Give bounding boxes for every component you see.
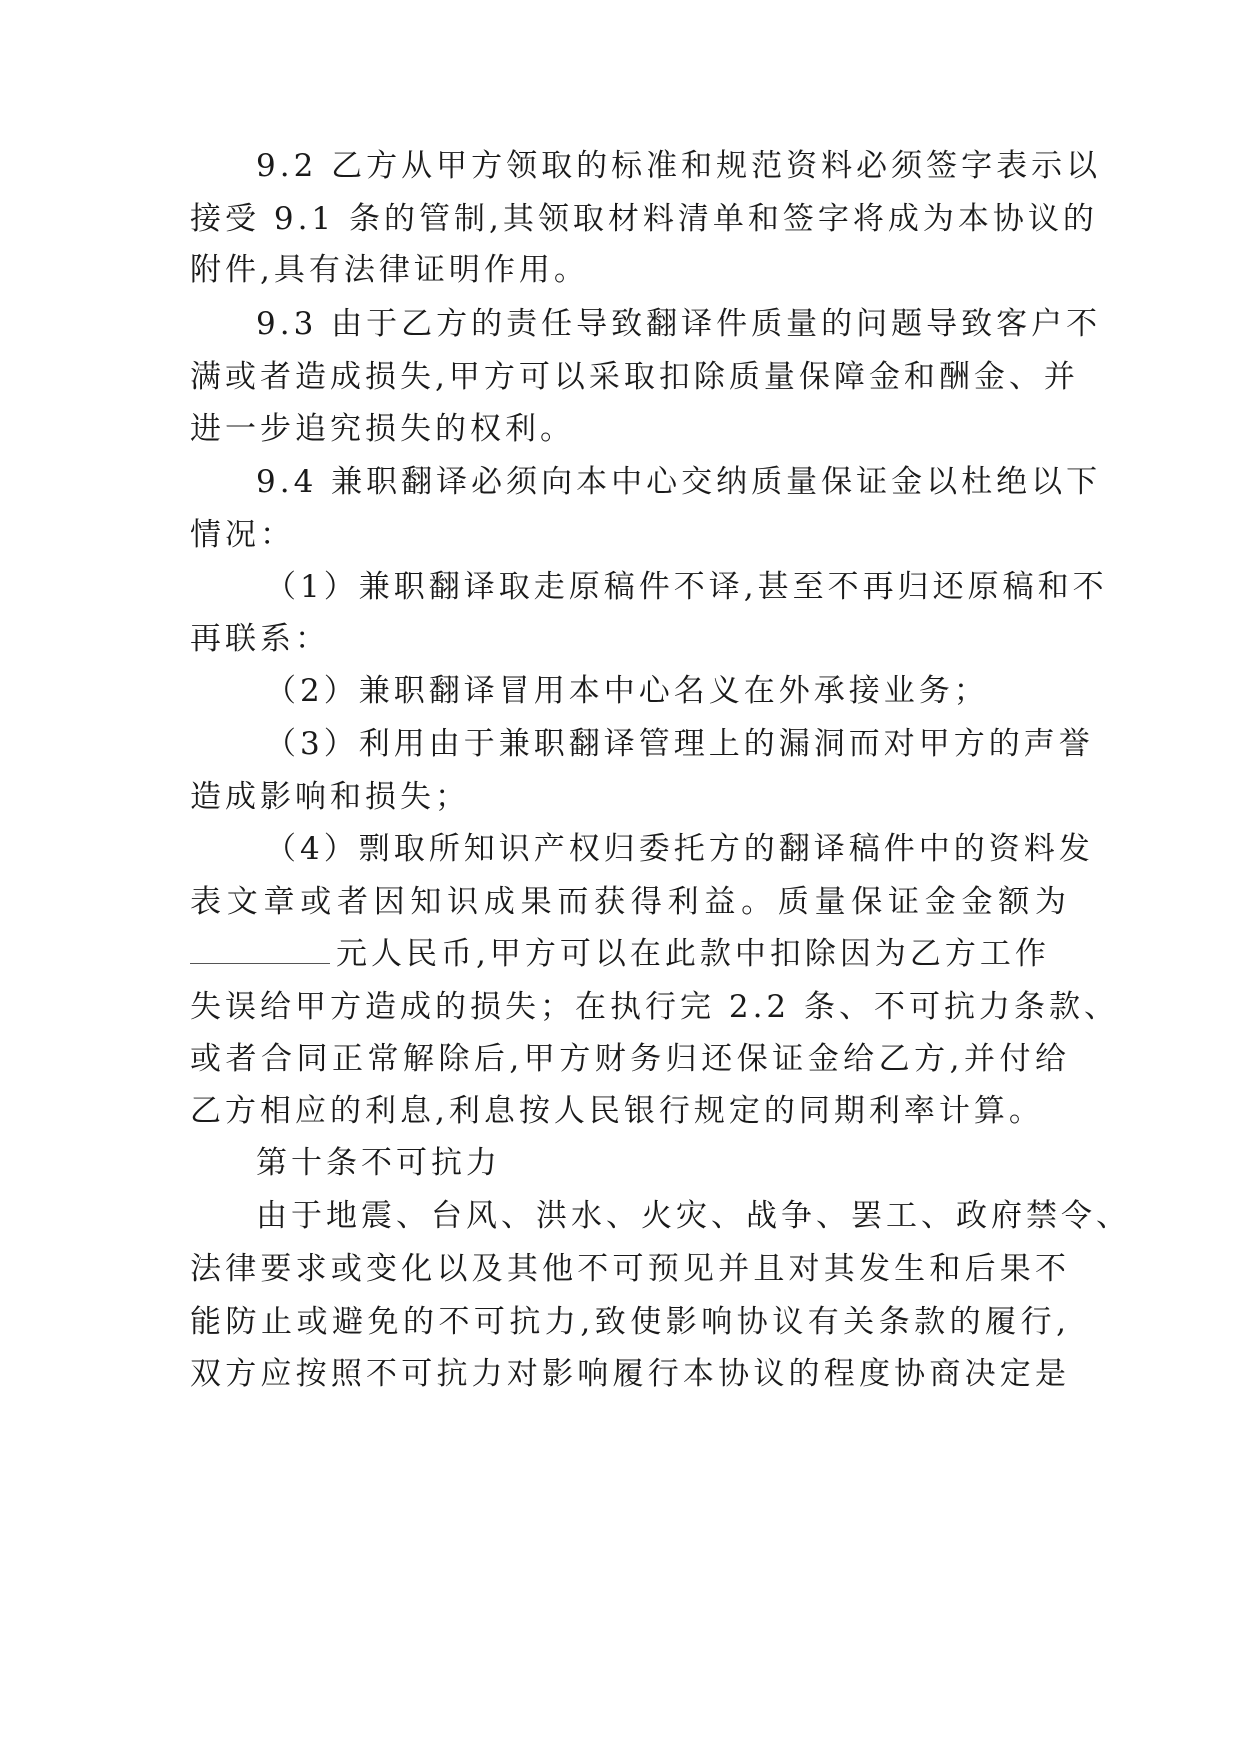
clause-9-3-line-1: 9.3 由于乙方的责任导致翻译件质量的问题导致客户不 <box>256 306 1102 342</box>
article-10-heading: 第十条不可抗力 <box>256 1145 501 1181</box>
item-1-line-1: （1）兼职翻译取走原稿件不译,甚至不再归还原稿和不 <box>265 569 1108 605</box>
item-4-line-4: 失误给甲方造成的损失；在执行完 2.2 条、不可抗力条款、 <box>190 989 1120 1025</box>
item-4-line-2: 表文章或者因知识成果而获得利益。质量保证金金额为 <box>190 884 1070 920</box>
clause-9-2-line-1: 9.2 乙方从甲方领取的标准和规范资料必须签字表示以 <box>256 148 1102 184</box>
clause-9-3-line-3: 进一步追究损失的权利。 <box>190 411 575 447</box>
item-3-line-2: 造成影响和损失； <box>190 779 470 815</box>
article-10-line-2: 法律要求或变化以及其他不可预见并且对其发生和后果不 <box>190 1251 1070 1287</box>
clause-9-4-line-2: 情况： <box>190 517 295 553</box>
item-1-line-2: 再联系： <box>190 621 330 657</box>
article-10-line-3: 能防止或避免的不可抗力,致使影响协议有关条款的履行, <box>190 1304 1070 1340</box>
item-4-line-3-text: 元人民币,甲方可以在此款中扣除因为乙方工作 <box>336 936 1050 972</box>
article-10-line-4: 双方应按照不可抗力对影响履行本协议的程度协商决定是 <box>190 1356 1070 1392</box>
item-4-line-1: （4）剽取所知识产权归委托方的翻译稿件中的资料发 <box>265 831 1094 867</box>
clause-9-4-line-1: 9.4 兼职翻译必须向本中心交纳质量保证金以杜绝以下 <box>256 464 1102 500</box>
article-10-line-1: 由于地震、台风、洪水、火灾、战争、罢工、政府禁令、 <box>256 1198 1131 1234</box>
item-2-line: （2）兼职翻译冒用本中心名义在外承接业务； <box>265 673 989 709</box>
item-4-line-6: 乙方相应的利息,利息按人民银行规定的同期利率计算。 <box>190 1093 1044 1129</box>
item-4-line-3 <box>190 924 1070 984</box>
clause-9-2-line-3: 附件,具有法律证明作用。 <box>190 252 589 288</box>
item-4-line-5: 或者合同正常解除后,甲方财务归还保证金给乙方,并付给 <box>190 1041 1070 1077</box>
clause-9-2-line-2: 接受 9.1 条的管制,其领取材料清单和签字将成为本协议的 <box>190 201 1098 237</box>
item-3-line-1: （3）利用由于兼职翻译管理上的漏洞而对甲方的声誉 <box>265 726 1094 762</box>
amount-blank-field <box>190 935 330 964</box>
clause-9-3-line-2: 满或者造成损失,甲方可以采取扣除质量保障金和酬金、并 <box>190 359 1079 395</box>
